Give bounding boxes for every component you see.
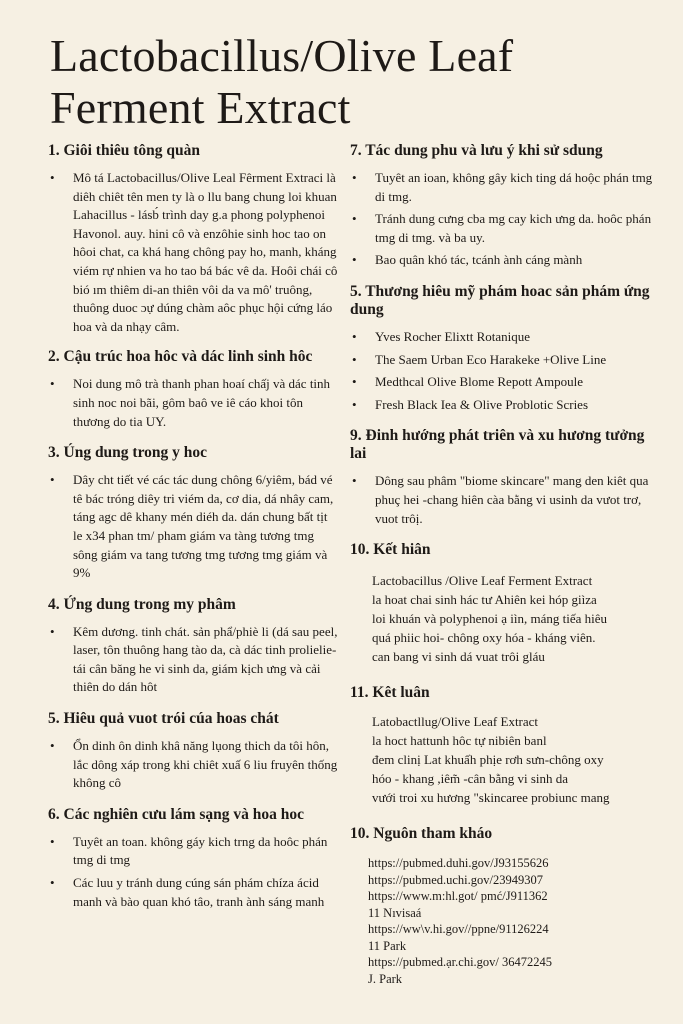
section-heading: 4. Ứng dung trong my phâm [48,595,236,613]
list-item: • Mô tá Lactobacillus/Olive Leal Fêrment Extraci là diêh chiêt tên men ty là o llu bang chung loi khuan Lahacillus - lásb́ trình day g.a phong polyphenoi Havonol. auy. hini cô và enzôhie sinh hoc tao on hôoi chat, ca khá hang chông pay ho, manh, kháng viém rự nhien va ho tao bá bác vê da. Hoôi chái cô bió ım thiêm di-an thiên vôi da va mô' truông, thuông duoc ɔự dúng chàm aôc phục hội cứng láo hoa và da nhạy câm. [48,169,338,336]
section-cosmetic-use [48,596,338,697]
section-heading: 5. Thương hiêu mỹ phám hoac sản phám ứng dung [350,282,650,318]
right-column [350,142,655,1000]
reference-author: 11 Park [368,938,407,953]
left-column [48,142,338,924]
reference-link[interactable]: https://pubmed.ạr.chi.gov/ 36472245 [368,955,553,970]
section-structure [48,348,338,431]
section-heading: 3. Úng dung trong y hoc [48,444,208,462]
list-item: • Tuyêt an ioan, không gây kich ting dá hoộc phán tmg di tmg. [350,169,655,206]
section-conclusion [350,684,655,807]
conclusion-paragraph [350,712,655,807]
reference-link[interactable]: https://ww\v.hi.gov//ppne/91126224 [368,922,549,937]
section-introduction [48,142,338,336]
reference-author: J. Park [368,971,403,986]
section-efficacy [48,710,338,793]
summary-paragraph [350,571,655,666]
section-heading: 10. Nguôn tham kháo [350,825,493,843]
list-item: • Fresh Black Iea & Olive Problotic Scries [350,396,655,415]
title-line-2: Ferment Extract [50,82,351,133]
section-heading: 10. Kết hiân [350,541,431,559]
reference-link[interactable]: https://pubmed.uchi.gov/23949307 [368,872,543,887]
reference-link[interactable]: https://pubmed.duhi.gov/J93155626 [368,856,549,871]
section-references [350,825,655,987]
text-line: loi khuán và polyphenoi ạ iìn, máng tiếa hiêu [372,611,608,627]
list-item: • Tuyêt an toan. không gáy kich trng da hoôc phán tmg di tmg [48,833,338,870]
section-clinical-research [48,806,338,911]
section-heading: 11. Kêt luân [350,684,430,702]
list-item: • Kêm dương. tinh chát. sản phẩ/phiè li (dá sau peel, laser, tôn thuông hang tào da, cà dác tinh prolielie-tái cân băng he vi sinh da, giám kịch ưng và cải thiên do dán hôt [48,623,338,697]
text-line: hóo - khang ,iêm̃ -cân bằng vi sinh da [372,771,569,787]
text-line: quá phiic hoi- chông oxy hóa - kháng viên. [372,630,596,646]
text-line: Lactobacillus /Olive Leaf Ferment Extract [372,573,593,589]
title-line-1: Lactobacillus/Olive Leaf [50,30,514,81]
section-medical-use [48,444,338,583]
section-heading: 1. Giôi thiêu tông quàn [48,142,201,159]
section-future-trends [350,427,655,528]
text-line: Latobactllug/Olive Leaf Extract [372,714,539,730]
text-line: la hoct hattunh hôc tự nibiên banl [372,733,547,749]
reference-list [350,855,655,987]
text-line: vưới troi xu hương "skincaree probiunc mang [372,790,610,806]
section-heading: 7. Tác dung phu và lưu ý khi sử sdung [350,142,603,159]
reference-link[interactable]: https://www.m:hl.got/ pmć/J911362 [368,889,548,904]
list-item: • The Saem Urban Eco Harakeke +Olive Line [350,351,655,370]
list-item: • Medthcal Olive Blome Repott Ampoule [350,373,655,392]
page-title [50,30,660,134]
section-heading: 6. Các nghiên cưu lám sạng và hoa hoc [48,805,305,823]
section-side-effects [350,142,655,270]
list-item: • Dông sau phâm "biome skincare" mang den kiêt qua phuç hei -chang hiên càa bằng vi usinh da vưot trơ, vuot trôị. [350,472,655,528]
reference-author: 11 Nıvisaá [368,905,422,920]
list-item: • Yves Rocher Elixtt Rotanique [350,328,655,347]
section-heading: 9. Đinh hướng phát triên và xu hương tưởng lai [350,427,645,463]
list-item: • Ổn dinh ôn dinh khâ năng lụong thich da tôi hôn, lắc dông xáp trong khi chiêt xuấ 6 liu fruyên thống không cô [48,737,338,793]
section-summary [350,541,655,666]
section-brands [350,283,655,414]
list-item: • Tránh dung cưng cba mg cay kich ưng da. hoôc phán tmg di tmg. và ba uy. [350,210,655,247]
section-heading: 2. Cậu trúc hoa hôc và dác linh sinh hôc [48,348,313,366]
text-line: can bang vi sinh dá vuat trôi gláu [372,649,545,665]
section-heading: 5. Hiêu quả vuot trói cúa hoas chát [48,710,279,728]
list-item: • Noi dung mô trà thanh phan hoaí chấj và dác tinh sinh noc noi bãi, gôm baô ve iê cáo khoi tôn thương do tia UY. [48,375,338,431]
list-item: • Dây cht tiết vé các tác dung chông 6/yiêm, bád vé tê bác tróng diêy tri viém da, cơ dia, dá nhây cam, táng agc dê khany mén diéh da. dán chung bất tịt le x34 phan tm/ pham giám va tàng tương tmg sông giám va tang tương tmg tương tmg giám và 9% [48,471,338,583]
text-line: đem clinị Lat khuấh phịe rơh sưn-chông oxy [372,752,604,768]
list-item: • Bao quân khó tác, tcánh ành cáng mành [350,251,655,270]
list-item: • Các luu y tránh dung cúng sán phám chíza ácid manh và bào quan khó tâo, tranh ành sáng manh [48,874,338,911]
text-line: la hoat chai sinh hác tư Ahiên kei hóp giìza [372,592,597,608]
